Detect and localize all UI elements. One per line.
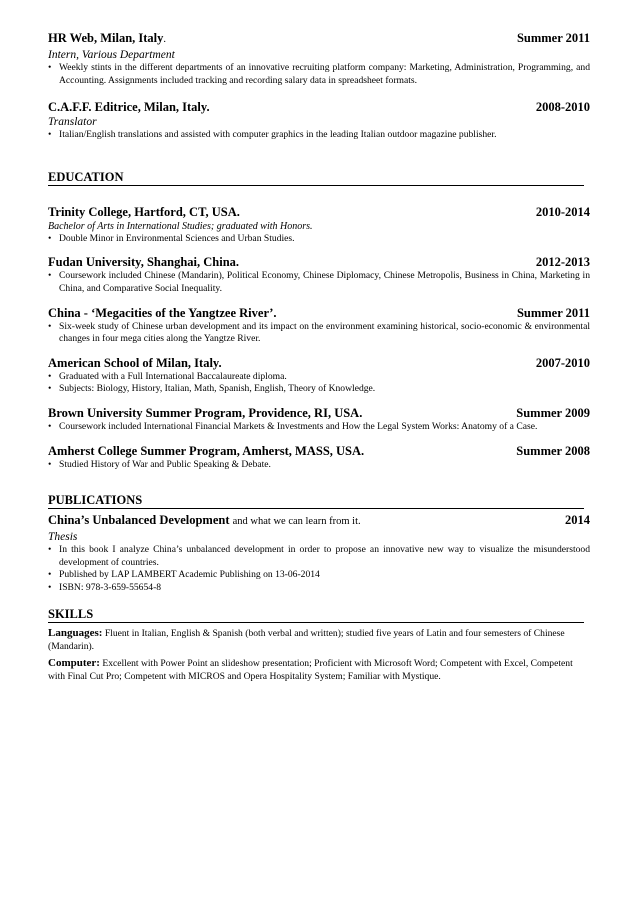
bullet-item: • Graduated with a Full International Baccalaureate diploma.	[48, 371, 590, 384]
experience-entry	[48, 99, 590, 142]
entry-header	[48, 305, 590, 321]
bullet-item: • Italian/English translations and assisted with computer graphics in the leading Italian outdoor magazine publisher.	[48, 129, 590, 142]
publication-title: China’s Unbalanced Development	[48, 513, 230, 528]
bullet-list	[48, 62, 590, 87]
bullet-list	[48, 544, 590, 594]
computer-label: Computer:	[48, 656, 100, 669]
entry-role: Intern, Various Department	[48, 49, 175, 61]
publication-title-wrap	[48, 512, 361, 530]
entry-header	[48, 254, 590, 270]
entry-date: Summer 2008	[516, 443, 590, 458]
bullet-item: • In this book I analyze China’s unbalanced development in order to propose an innovative new way to visualize the misunderstood development of countries.	[48, 544, 590, 569]
bullet-list	[48, 270, 590, 295]
entry-date: Summer 2009	[516, 405, 590, 420]
education-entry	[48, 355, 590, 396]
bullet-item: • Coursework included International Financial Markets & Investments and How the Legal System Works: Anatomy of a Case.	[48, 421, 590, 434]
entry-title: Brown University Summer Program, Providence, RI, USA.	[48, 405, 363, 420]
entry-date: 2010-2014	[535, 204, 590, 219]
bullet-list	[48, 129, 590, 142]
skills-languages	[48, 627, 590, 653]
education-entry	[48, 443, 590, 472]
entry-title: Trinity College, Hartford, CT, USA.	[48, 204, 240, 219]
bullet-list	[48, 459, 590, 472]
entry-header	[48, 512, 590, 530]
entry-title-suffix: .	[163, 34, 167, 45]
entry-date: 2012-2013	[535, 255, 590, 270]
entry-title: China - ‘Megacities of the Yangtzee River’.	[48, 305, 277, 320]
bullet-item: • Published by LAP LAMBERT Academic Publishing on 13-06-2014	[48, 569, 590, 582]
entry-date: 2008-2010	[535, 100, 590, 115]
bullet-item: • Double Minor in Environmental Sciences and Urban Studies.	[48, 233, 590, 246]
bullet-item: • Studied History of War and Public Speaking & Debate.	[48, 459, 590, 472]
entry-date: Summer 2011	[516, 305, 590, 320]
entry-header	[48, 99, 590, 115]
education-entry	[48, 204, 590, 246]
entry-title: American School of Milan, Italy.	[48, 355, 222, 370]
entry-header	[48, 405, 590, 421]
entry-date: 2007-2010	[535, 355, 590, 370]
education-entry	[48, 305, 590, 346]
entry-subtitle: Bachelor of Arts in International Studies; graduated with Honors.	[48, 220, 313, 232]
publication-title-rest: and what we can learn from it.	[232, 516, 361, 528]
publication-date: 2014	[565, 513, 590, 528]
languages-text: Fluent in Italian, English & Spanish (both verbal and written); studied five years of Latin and four semesters of Chinese (Mandarin).	[48, 627, 565, 652]
entry-title: Fudan University, Shanghai, China.	[48, 255, 240, 270]
entry-title-wrap	[48, 30, 166, 48]
bullet-list	[48, 371, 590, 396]
languages-label: Languages:	[48, 626, 103, 639]
education-entry	[48, 254, 590, 295]
bullet-list	[48, 233, 590, 246]
publication-entry	[48, 512, 590, 594]
entry-role: Translator	[48, 116, 97, 129]
bullet-item: • ISBN: 978-3-659-55654-8	[48, 582, 590, 595]
section-heading-education: EDUCATION	[48, 170, 584, 186]
bullet-item: • Weekly stints in the different departments of an innovative recruiting platform company: Marketing, Administration, Programming, and Accounting. Assignments included tracking and recording salary data in spreadsheet formats.	[48, 62, 590, 87]
entry-date: Summer 2011	[516, 31, 590, 45]
entry-header	[48, 355, 590, 371]
entry-header	[48, 30, 590, 48]
entry-header	[48, 204, 590, 220]
section-heading-publications: PUBLICATIONS	[48, 493, 584, 509]
resume-page	[48, 30, 590, 683]
entry-header	[48, 443, 590, 459]
bullet-list	[48, 321, 590, 346]
bullet-item: • Six-week study of Chinese urban development and its impact on the environment examining historical, socio-economic & environmental changes in four mega cities along the Yangtze River.	[48, 321, 590, 346]
entry-title: C.A.F.F. Editrice, Milan, Italy.	[48, 100, 210, 115]
education-entry	[48, 405, 590, 434]
experience-entry	[48, 30, 590, 87]
section-heading-skills: SKILLS	[48, 607, 584, 623]
bullet-item: • Subjects: Biology, History, Italian, Math, Spanish, English, Theory of Knowledge.	[48, 383, 590, 396]
skills-computer	[48, 657, 590, 683]
bullet-item: • Coursework included Chinese (Mandarin), Political Economy, Chinese Diplomacy, Chinese Metropolis, Business in China, Marketing in China, and Comparative Social Inequality.	[48, 270, 590, 295]
publication-type: Thesis	[48, 531, 78, 544]
entry-title: Amherst College Summer Program, Amherst, MASS, USA.	[48, 443, 365, 458]
computer-text: Excellent with Power Point an slideshow presentation; Proficient with Microsoft Word; Competent with Excel, Competent with Final Cut Pro; Competent with MICROS and Opera Hospitality System; Familiar with Mystique.	[48, 657, 573, 682]
bullet-list	[48, 421, 590, 434]
entry-title: HR Web, Milan, Italy	[48, 31, 164, 45]
